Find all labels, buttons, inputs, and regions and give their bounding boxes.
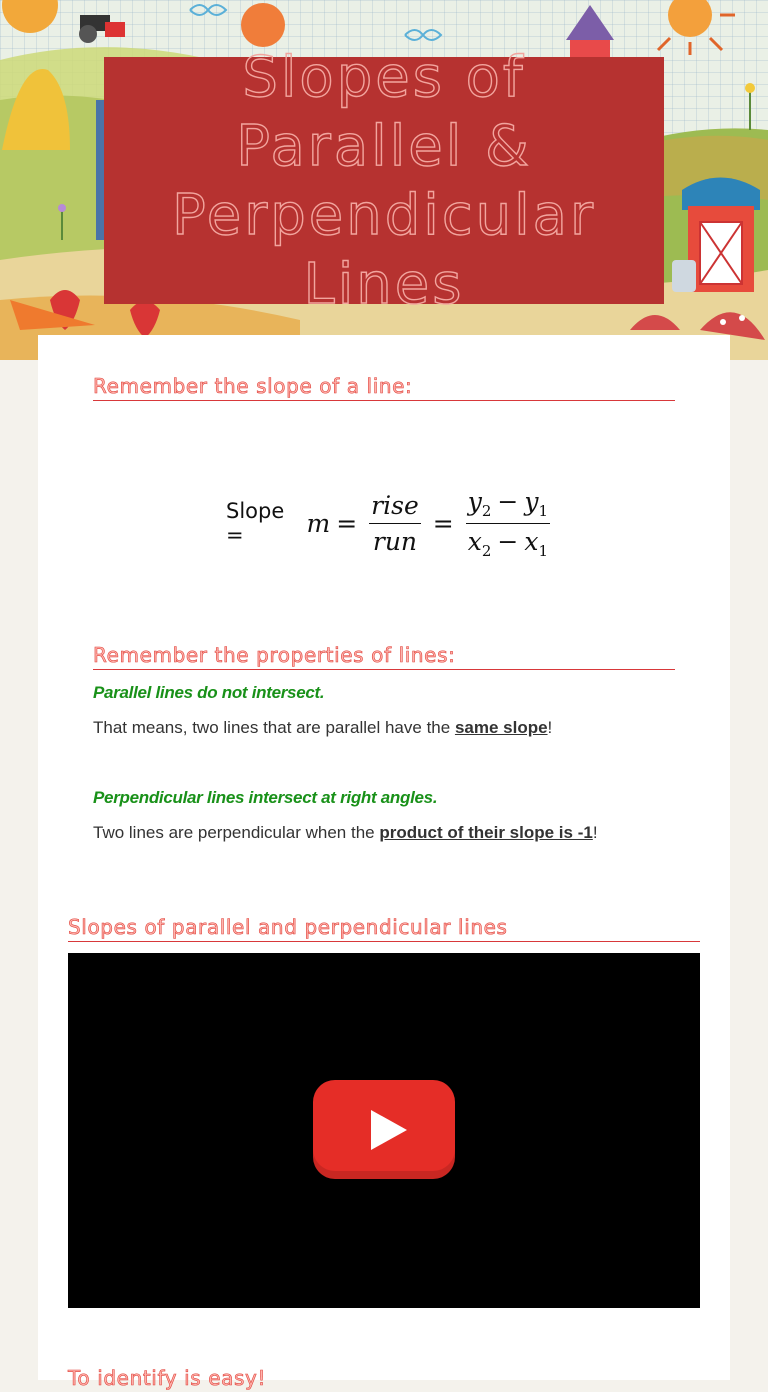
fraction-numerator bbox=[466, 487, 550, 524]
y-var: y bbox=[524, 486, 539, 516]
sub-1: 1 bbox=[538, 541, 548, 560]
parallel-text-body: That means, two lines that are parallel have the bbox=[93, 718, 451, 737]
formula-equals-1: = bbox=[336, 508, 358, 538]
perpendicular-title: Perpendicular lines intersect at right angles. bbox=[93, 788, 438, 807]
youtube-play-icon[interactable] bbox=[313, 1080, 455, 1179]
perpendicular-emphasis: product of their slope is -1 bbox=[379, 823, 593, 842]
parallel-emphasis: same slope bbox=[454, 718, 548, 737]
content-card bbox=[38, 335, 730, 1390]
formula-math bbox=[307, 487, 557, 560]
parallel-text bbox=[93, 718, 552, 738]
perpendicular-text-body: Two lines are perpendicular when the bbox=[93, 823, 375, 842]
formula-equals-2: = bbox=[432, 508, 454, 538]
sub-1: 1 bbox=[538, 501, 548, 520]
x-var: x bbox=[467, 526, 482, 556]
fraction-run: run bbox=[372, 526, 418, 556]
formula-label: Slope = bbox=[226, 499, 285, 547]
title-banner bbox=[104, 44, 664, 317]
fraction-denominator bbox=[466, 524, 550, 560]
identify-heading: To identify is easy! bbox=[68, 1366, 267, 1390]
page-title: Slopes of Parallel & Perpendicular Lines bbox=[171, 44, 597, 317]
minus: − bbox=[497, 486, 519, 516]
coordinate-fraction bbox=[466, 487, 550, 560]
sub-2: 2 bbox=[481, 541, 492, 560]
properties-heading: Remember the properties of lines: bbox=[93, 643, 675, 670]
fraction-rise: rise bbox=[369, 491, 421, 524]
slope-heading: Remember the slope of a line: bbox=[93, 374, 675, 401]
perpendicular-text bbox=[93, 823, 598, 843]
x-var: x bbox=[524, 526, 539, 556]
play-triangle-icon bbox=[313, 1080, 455, 1179]
parallel-end: ! bbox=[547, 718, 553, 737]
y-var: y bbox=[467, 486, 482, 516]
video-heading: Slopes of parallel and perpendicular lines bbox=[68, 915, 700, 942]
parallel-title: Parallel lines do not intersect. bbox=[93, 683, 325, 702]
minus: − bbox=[497, 526, 519, 556]
formula-m: m bbox=[306, 508, 331, 538]
rise-run-fraction bbox=[369, 491, 421, 556]
video-player[interactable] bbox=[68, 953, 700, 1308]
perpendicular-end: ! bbox=[592, 823, 598, 842]
slope-formula bbox=[226, 483, 556, 563]
sub-2: 2 bbox=[481, 501, 492, 520]
